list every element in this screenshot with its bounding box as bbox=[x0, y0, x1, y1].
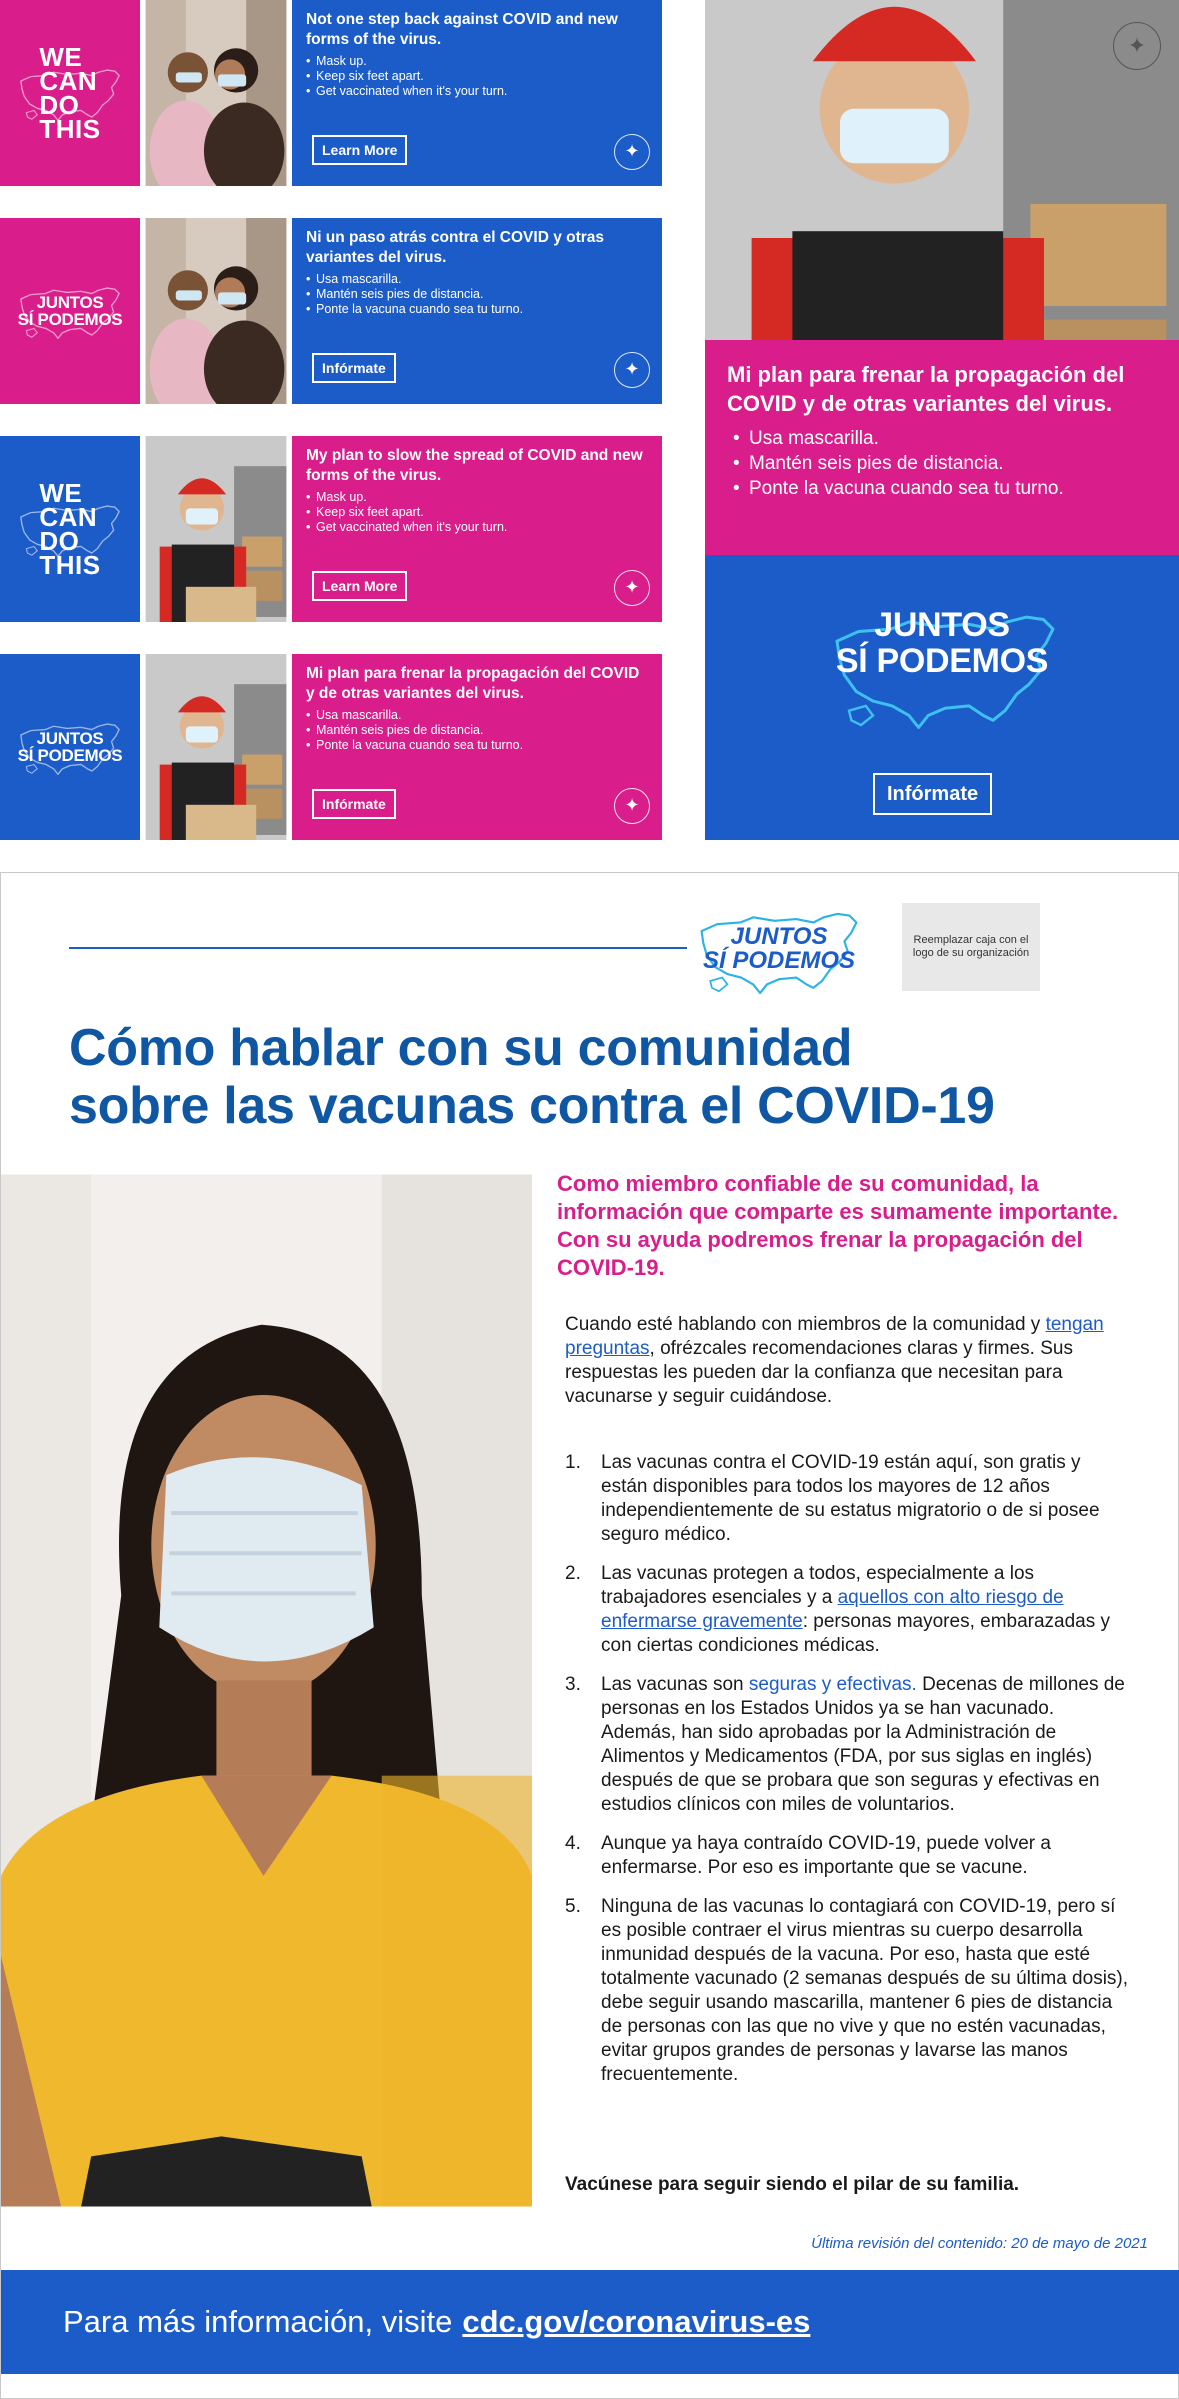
hhs-seal-icon: ✦ bbox=[1113, 22, 1161, 70]
banner-1-message bbox=[292, 0, 662, 186]
banner-headline: Ni un paso atrás contra el COVID y otras variantes del virus. bbox=[306, 229, 605, 266]
informate-button[interactable]: Infórmate bbox=[873, 773, 992, 815]
list-item: 4. Aunque ya haya contraído COVID-19, puede volver a enfermarse. Por eso es importante que se vacune. bbox=[565, 1833, 1051, 1878]
banner-3-photo bbox=[140, 436, 292, 622]
revision-date: Última revisión del contenido: 20 de mayo de 2021 bbox=[811, 2235, 1148, 2252]
learn-more-button[interactable]: Learn More bbox=[312, 571, 407, 601]
org-logo-placeholder: Reemplazar caja con el logo de su organización bbox=[902, 903, 1040, 991]
banner-headline: Not one step back against COVID and new forms of the virus. bbox=[306, 11, 618, 48]
intro-paragraph: Cuando esté hablando con miembros de la comunidad y tengan preguntas, ofrézcales recomendaciones claras y firmes. Sus respuestas les pueden dar la confianza que necesitan para vacunarse y seguir cuidándose. bbox=[565, 1314, 1104, 1407]
banner-bullets: • Usa mascarilla. • Mantén seis pies de distancia. • Ponte la vacuna cuando sea tu turno. bbox=[306, 272, 648, 317]
banner-2-photo bbox=[140, 218, 292, 404]
seguras-efectivas-link[interactable]: seguras y efectivas. bbox=[748, 1674, 917, 1695]
banner-3-logo bbox=[0, 436, 140, 622]
cdc-url-link[interactable]: cdc.gov/coronavirus-es bbox=[462, 2304, 811, 2339]
woman-photo bbox=[1, 1174, 532, 2207]
banner-2-message bbox=[292, 218, 662, 404]
tall-ad-bullets: • Usa mascarilla. • Mantén seis pies de distancia. • Ponte la vacuna cuando sea tu turno. bbox=[727, 426, 1167, 501]
tall-ad-headline: Mi plan para frenar la propagación del COVID y de otras variantes del virus. bbox=[727, 362, 1125, 416]
banner-4-photo bbox=[140, 654, 292, 840]
juntos-si-podemos-logo: JUNTOS SÍ PODEMOS bbox=[17, 293, 123, 329]
juntos-logo-text: JUNTOS SÍ PODEMOS bbox=[702, 923, 856, 974]
banner-1-photo bbox=[140, 0, 292, 186]
hhs-seal-icon: ✦ bbox=[614, 788, 650, 824]
juntos-si-podemos-logo: JUNTOS SÍ PODEMOS bbox=[835, 606, 1049, 680]
list-item: 1. Las vacunas contra el COVID-19 están aquí, son gratis y están disponibles para todos los mayores de 12 años independientemente de su estatus migratorio o de si posee seguro médico. bbox=[565, 1452, 1100, 1545]
informate-button[interactable]: Infórmate bbox=[312, 353, 396, 383]
we-can-do-this-logo: WE CAN DO THIS bbox=[39, 42, 101, 144]
list-item: 3. Las vacunas son seguras y efectivas. Decenas de millones de personas en los Estados Unidos ya se han vacunado. Además, han sido aprobadas por la Administración de Alimentos y Medicamentos (FDA, por sus siglas en inglés) después de que se probara que son seguras y efectivas en estudios clínicos con miles de voluntarios. bbox=[565, 1674, 1125, 1815]
tall-ad-footer bbox=[705, 555, 1179, 840]
intro-text: Como miembro confiable de su comunidad, la información que comparte es sumamente importante. Con su ayuda podremos frenar la propagación del COVID-19. bbox=[557, 1171, 1119, 1280]
footer-prefix: Para más información, visite bbox=[63, 2304, 453, 2339]
banner-3-message bbox=[292, 436, 662, 622]
hhs-seal-icon: ✦ bbox=[614, 134, 650, 170]
tall-ad-photo bbox=[705, 0, 1179, 340]
hhs-seal-icon: ✦ bbox=[614, 570, 650, 606]
list-item: 5. Ninguna de las vacunas lo contagiará con COVID-19, pero sí es posible contraer el virus mientras su cuerpo desarrolla inmunidad después de la vacuna. Por eso, hasta que esté totalmente vacunado (2 semanas después de su última dosis), debe seguir usando mascarilla, mantener 6 pies de distancia de personas con las que no vive y que no estén vacunadas, evitar grupos grandes de personas y lavarse las manos frecuentemente. bbox=[565, 1896, 1129, 2085]
closing-line: Vacúnese para seguir siendo el pilar de su familia. bbox=[565, 2174, 1020, 2195]
banner-4-message bbox=[292, 654, 662, 840]
learn-more-button[interactable]: Learn More bbox=[312, 135, 407, 165]
juntos-si-podemos-logo: JUNTOS SÍ PODEMOS bbox=[17, 729, 123, 765]
banner-bullets: • Usa mascarilla. • Mantén seis pies de distancia. • Ponte la vacuna cuando sea tu turno. bbox=[306, 708, 648, 753]
informate-button[interactable]: Infórmate bbox=[312, 789, 396, 819]
banner-headline: Mi plan para frenar la propagación del COVID y de otras variantes del virus. bbox=[306, 665, 640, 702]
header-rule bbox=[69, 947, 687, 949]
banner-4-logo bbox=[0, 654, 140, 840]
we-can-do-this-logo: WE CAN DO THIS bbox=[39, 478, 101, 580]
banner-1-logo bbox=[0, 0, 140, 186]
flyer bbox=[0, 872, 1179, 2399]
alto-riesgo-link[interactable]: aquellos con alto riesgo de enfermarse gravemente bbox=[601, 1587, 1064, 1632]
hhs-seal-icon: ✦ bbox=[614, 352, 650, 388]
footer-bar bbox=[1, 2270, 1179, 2374]
page-title: Cómo hablar con su comunidad sobre las vacunas contra el COVID-19 bbox=[69, 1019, 995, 1135]
banner-2-logo bbox=[0, 218, 140, 404]
key-points-list bbox=[565, 1451, 1130, 2102]
list-item: 2. Las vacunas protegen a todos, especialmente a los trabajadores esenciales y a aquellos con alto riesgo de enfermarse gravemente: personas mayores, embarazadas y con ciertas condiciones médicas. bbox=[565, 1563, 1111, 1656]
tall-ad-message bbox=[705, 340, 1179, 555]
tengan-preguntas-link[interactable]: tengan preguntas bbox=[565, 1314, 1104, 1359]
banner-bullets: • Mask up. • Keep six feet apart. • Get vaccinated when it's your turn. bbox=[306, 490, 648, 535]
juntos-logo-header bbox=[693, 895, 865, 1005]
banner-headline: My plan to slow the spread of COVID and new forms of the virus. bbox=[306, 447, 643, 484]
banner-bullets: • Mask up. • Keep six feet apart. • Get vaccinated when it's your turn. bbox=[306, 54, 648, 99]
